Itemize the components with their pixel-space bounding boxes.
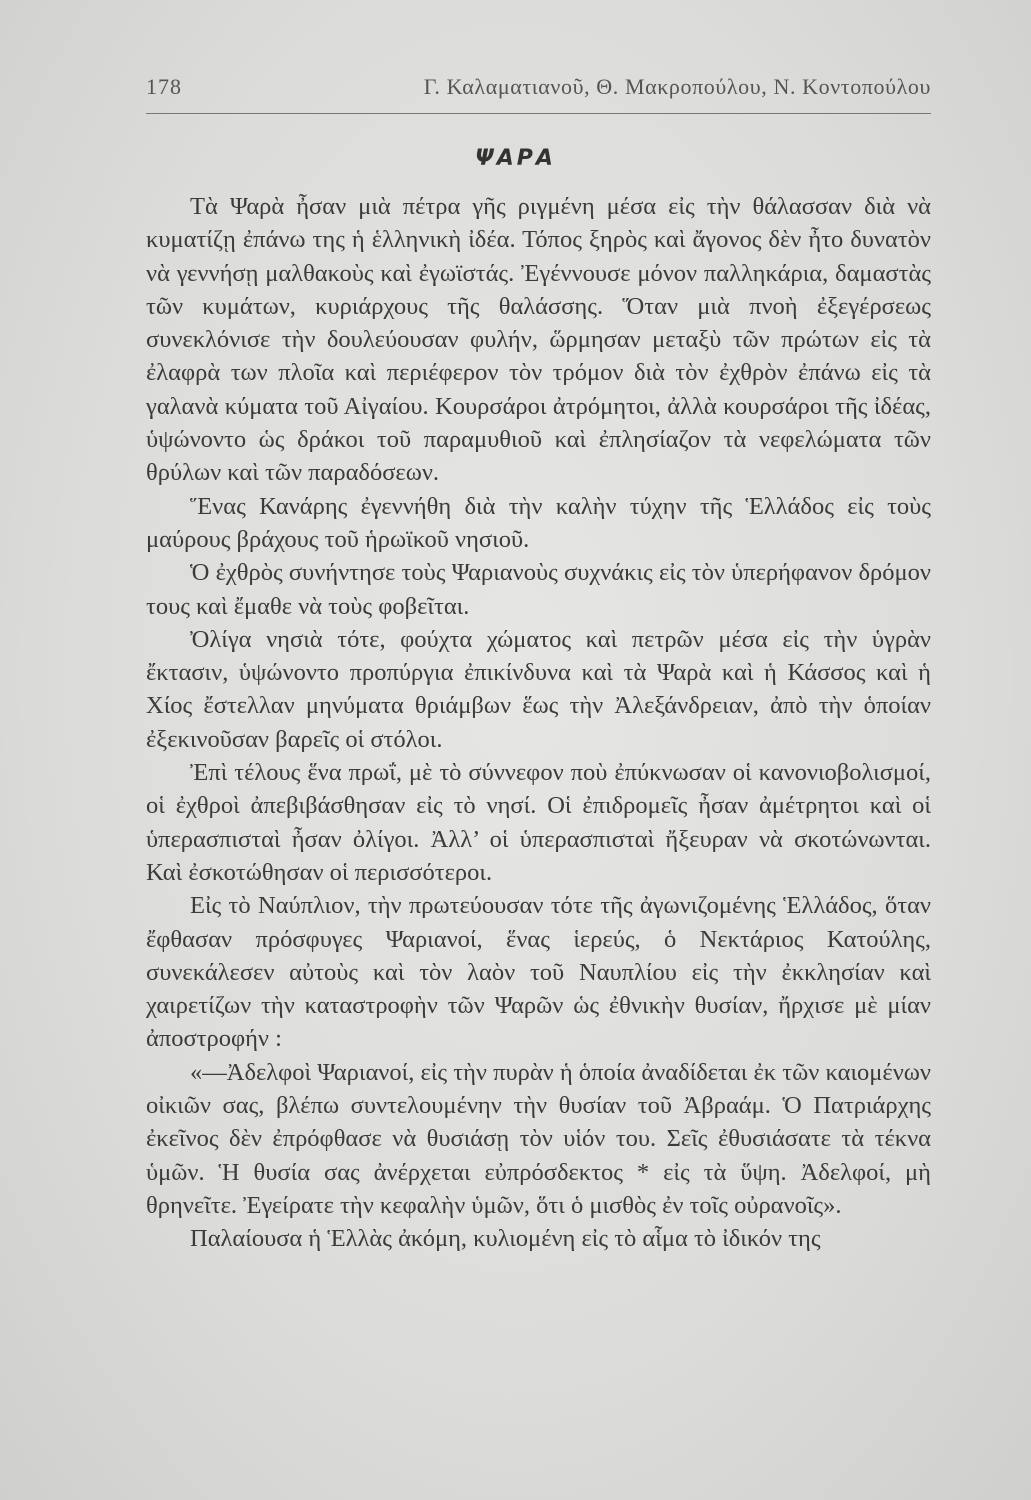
paragraph-6: Εἰς τὸ Ναύπλιον, τὴν πρωτεύουσαν τότε τῆς ἀγωνιζομένης Ἑλλάδος, ὅταν ἔφθασαν πρόσφυγες Ψαριανοί, ἕνας ἱερεύς, ὁ Νεκτάριος Κατούλης, συνεκάλεσεν αὐτοὺς καὶ τὸν λαὸν τοῦ Ναυπλίου εἰς τὴν ἐκκλησίαν καὶ χαιρετίζων τὴν καταστροφὴν τῶν Ψαρῶν ὡς ἐθνικὴν θυσίαν, ἤρχισε μὲ μίαν ἀποστροφήν : [146,892,931,1053]
paragraph-2: Ἕνας Κανάρης ἐγεννήθη διὰ τὴν καλὴν τύχην τῆς Ἑλλάδος εἰς τοὺς μαύρους βράχους τοῦ ἡρωϊκοῦ νησιοῦ. [146,492,931,553]
paragraph-5: Ἐπὶ τέλους ἕνα πρωΐ, μὲ τὸ σύννεφον ποὺ ἐπύκνωσαν οἱ κανονιοβολισμοί, οἱ ἐχθροὶ ἀπεβιβάσθησαν εἰς τὸ νησί. Οἱ ἐπιδρομεῖς ἦσαν ἀμέτρητοι καὶ οἱ ὑπερασπισταὶ ἦσαν ὀλίγοι. Ἀλλ’ οἱ ὑπερασπισταὶ ἤξευραν νὰ σκοτώνωνται. Καὶ ἐσκοτώθησαν οἱ περισσότεροι. [146,759,931,886]
running-head [146,74,931,108]
paragraph-7-quote: «—Ἀδελφοὶ Ψαριανοί, εἰς τὴν πυρὰν ἡ ὁποία ἀναδίδεται ἐκ τῶν καιομένων οἰκιῶν σας, βλέπω συντελουμένην τὴν θυσίαν τοῦ Ἀβραάμ. Ὁ Πατριάρχης ἐκεῖνος δὲν ἐπρόφθασε νὰ θυσιάσῃ τὸν υἱόν του. Σεῖς ἐθυσιάσατε τὰ τέκνα ὑμῶν. Ἡ θυσία σας ἀνέρχεται εὐπρόσδεκτος * εἰς τὰ ὕψη. Ἀδελφοί, μὴ θρηνεῖτε. Ἐγείρατε τὴν κεφαλὴν ὑμῶν, ὅτι ὁ μισθὸς ἐν τοῖς οὐρανοῖς». [146,1058,931,1219]
paragraph-4: Ὀλίγα νησιὰ τότε, φούχτα χώματος καὶ πετρῶν μέσα εἰς τὴν ὑγρὰν ἔκτασιν, ὑψώνοντο προπύργια ἐπικίνδυνα καὶ τὰ Ψαρὰ καὶ ἡ Κάσσος καὶ ἡ Χίος ἔστελλαν μηνύματα θριάμβων ἕως τὴν Ἀλεξάνδρειαν, ἀπὸ τὴν ὁποίαν ἐξεκινοῦσαν βαρεῖς οἱ στόλοι. [146,625,931,753]
header-rule [146,113,931,114]
paragraph-8: Παλαίουσα ἡ Ἑλλὰς ἀκόμη, κυλιομένη εἰς τὸ αἷμα τὸ ἰδικόν της [190,1225,821,1253]
paragraph-1: Τὰ Ψαρὰ ἦσαν μιὰ πέτρα γῆς ριγμένη μέσα εἰς τὴν θάλασσαν διὰ νὰ κυματίζῃ ἐπάνω της ἡ ἑλληνικὴ ἰδέα. Τόπος ξηρὸς καὶ ἄγονος δὲν ἦτο δυνατὸν νὰ γεννήσῃ μαλθακοὺς καὶ ἐγωϊστάς. Ἐγέννουσε μόνον παλληκάρια, δαμαστὰς τῶν κυμάτων, κυριάρχους τῆς θαλάσσης. Ὅταν μιὰ πνοὴ ἐξεγέρσεως συνεκλόνισε τὴν δουλεύουσαν φυλήν, ὥρμησαν μεταξὺ τῶν πρώτων εἰς τὰ ἐλαφρὰ των πλοῖα καὶ περιέφερον τὸν τρόμον διὰ τὸν ἐχθρὸν ἐπάνω εἰς τὰ γαλανὰ κύματα τοῦ Αἰγαίου. Κουρσάροι ἀτρόμητοι, ἀλλὰ κουρσάροι τῆς ἰδέας, ὑψώνοντο ὡς δράκοι τοῦ παραμυθιοῦ καὶ ἐπλησίαζον τὰ νεφελώματα τῶν θρύλων καὶ τῶν παραδόσεων. [146,193,931,487]
page-number: 178 [146,74,182,99]
paragraph-3: Ὁ ἐχθρὸς συνήντησε τοὺς Ψαριανοὺς συχνάκις εἰς τὸν ὑπερήφανον δρόμον τους καὶ ἔμαθε νὰ τοὺς φοβεῖται. [146,559,931,620]
chapter-title: ΨΑΡΑ [475,146,556,171]
running-head-authors: Γ. Καλαματιανοῦ, Θ. Μακροπούλου, Ν. Κοντοπούλου [423,74,931,99]
body-text [146,190,931,1256]
